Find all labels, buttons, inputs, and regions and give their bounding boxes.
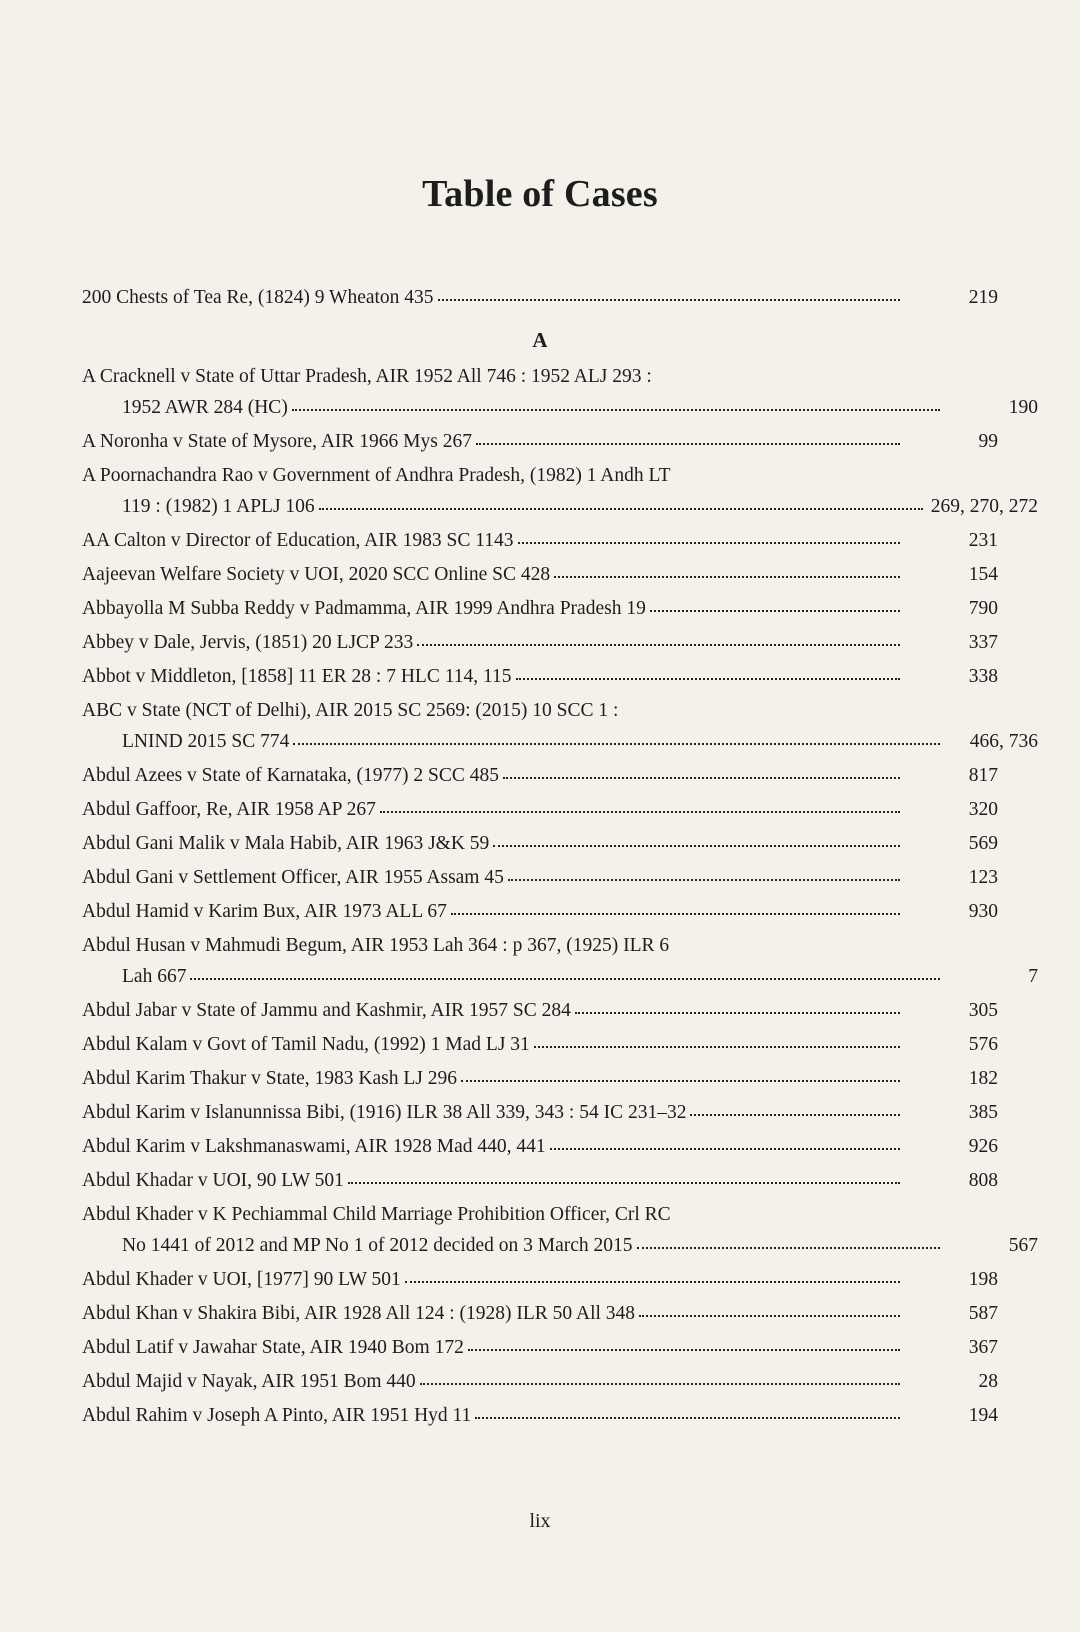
case-citation: Abdul Khadar v UOI, 90 LW 501 [82,1170,344,1191]
dot-leader [292,408,940,411]
case-citation: Abdul Khader v UOI, [1977] 90 LW 501 [82,1269,401,1290]
page-reference: 28 [978,1371,998,1392]
dot-leader [690,1113,900,1116]
page-reference: 305 [968,1000,998,1021]
case-entry [82,1332,998,1363]
page-reference: 320 [968,799,998,820]
page-reference: 99 [978,431,998,452]
case-entry [82,1298,998,1329]
case-citation-continued: LNIND 2015 SC 774 [122,731,290,752]
page-reference: 808 [968,1170,998,1191]
dot-leader [451,912,900,915]
dot-leader [637,1246,940,1249]
case-citation-continued: 1952 AWR 284 (HC) [122,397,288,418]
page-reference: 576 [968,1034,998,1055]
dot-leader [508,878,900,881]
page-reference: 198 [968,1269,998,1290]
case-entry [82,1029,998,1060]
page-reference: 337 [968,632,998,653]
case-entry [82,1131,998,1162]
case-entry [82,760,998,791]
dot-leader [468,1348,900,1351]
page-title: Table of Cases [422,173,658,215]
case-citation: Abdul Khader v K Pechiammal Child Marriage Prohibition Officer, Crl RC [82,1204,671,1225]
page-reference: 194 [968,1405,998,1426]
page-reference: 930 [968,901,998,922]
case-entry [82,862,998,893]
page-number: lix [529,1510,551,1532]
case-entry [82,559,998,590]
dot-leader [420,1382,900,1385]
case-entry [82,460,1038,522]
case-citation: Aajeevan Welfare Society v UOI, 2020 SCC Online SC 428 [82,564,551,585]
case-entry [82,794,998,825]
case-entry [82,1199,1038,1261]
page-reference: 817 [968,765,998,786]
page-reference: 790 [968,598,998,619]
dot-leader [650,609,900,612]
page-reference: 154 [968,564,998,585]
case-citation: Abdul Gani Malik v Mala Habib, AIR 1963 J&K 59 [82,833,490,854]
case-entry [82,426,998,457]
dot-leader [493,844,900,847]
case-citation: Abdul Latif v Jawahar State, AIR 1940 Bom 172 [82,1337,464,1358]
dot-leader [380,810,900,813]
case-entry [82,1165,998,1196]
dot-leader [554,575,900,578]
dot-leader [476,442,900,445]
case-entry [82,1400,998,1431]
case-citation: A Poornachandra Rao v Government of Andhra Pradesh, (1982) 1 Andh LT [82,465,671,486]
page-reference: 338 [968,666,998,687]
page-reference: 926 [968,1136,998,1157]
dot-leader [475,1416,900,1419]
case-entry [82,1264,998,1295]
dot-leader [518,541,901,544]
case-citation: Abbot v Middleton, [1858] 11 ER 28 : 7 HLC 114, 115 [82,666,512,687]
case-citation: Abdul Kalam v Govt of Tamil Nadu, (1992) 1 Mad LJ 31 [82,1034,530,1055]
case-citation: Abdul Khan v Shakira Bibi, AIR 1928 All 124 : (1928) ILR 50 All 348 [82,1303,636,1324]
dot-leader [534,1045,900,1048]
case-entry [82,995,998,1026]
case-entry [82,282,998,313]
dot-leader [550,1147,900,1150]
case-citation: Abbayolla M Subba Reddy v Padmamma, AIR 1999 Andhra Pradesh 19 [82,598,646,619]
page-reference: 219 [968,287,998,308]
case-citation: Abdul Rahim v Joseph A Pinto, AIR 1951 Hyd 11 [82,1405,472,1426]
case-citation: Abdul Gaffoor, Re, AIR 1958 AP 267 [82,799,376,820]
dot-leader [417,643,900,646]
case-citation: Abdul Majid v Nayak, AIR 1951 Bom 440 [82,1371,416,1392]
case-citation: Abdul Gani v Settlement Officer, AIR 1955 Assam 45 [82,867,504,888]
page-reference: 7 [1028,966,1038,987]
dot-leader [575,1011,900,1014]
case-entry [82,525,998,556]
case-citation: Abdul Karim Thakur v State, 1983 Kash LJ 296 [82,1068,457,1089]
case-entry [82,930,1038,992]
case-entry [82,828,998,859]
page-reference: 182 [968,1068,998,1089]
page-reference: 587 [968,1303,998,1324]
case-entry [82,695,1038,757]
page-reference: 466, 736 [969,731,1038,752]
dot-leader [461,1079,900,1082]
case-entry [82,593,998,624]
case-entry [82,1063,998,1094]
case-citation: Abdul Karim v Lakshmanaswami, AIR 1928 Mad 440, 441 [82,1136,546,1157]
page-reference: 569 [968,833,998,854]
case-entry [82,361,1038,423]
dot-leader [503,776,900,779]
page-reference: 269, 270, 272 [930,496,1038,517]
case-citation: AA Calton v Director of Education, AIR 1983 SC 1143 [82,530,514,551]
dot-leader [348,1181,900,1184]
dot-leader [405,1280,900,1283]
page-reference: 385 [968,1102,998,1123]
case-citation: A Cracknell v State of Uttar Pradesh, AIR 1952 All 746 : 1952 ALJ 293 : [82,366,652,387]
entry-list [82,361,1038,1431]
page-reference: 567 [1008,1235,1038,1256]
page-reference: 123 [968,867,998,888]
dot-leader [319,507,923,510]
case-citation: Abbey v Dale, Jervis, (1851) 20 LJCP 233 [82,632,414,653]
case-citation: ABC v State (NCT of Delhi), AIR 2015 SC 2569: (2015) 10 SCC 1 : [82,700,619,721]
case-citation: 200 Chests of Tea Re, (1824) 9 Wheaton 435 [82,287,434,308]
dot-leader [438,298,900,301]
case-citation: Abdul Hamid v Karim Bux, AIR 1973 ALL 67 [82,901,447,922]
case-entry [82,661,998,692]
case-citation-continued: Lah 667 [122,966,187,987]
case-citation-continued: No 1441 of 2012 and MP No 1 of 2012 decided on 3 March 2015 [122,1235,633,1256]
case-citation: Abdul Azees v State of Karnataka, (1977) 2 SCC 485 [82,765,500,786]
case-citation: Abdul Husan v Mahmudi Begum, AIR 1953 Lah 364 : p 367, (1925) ILR 6 [82,935,670,956]
page-reference: 367 [968,1337,998,1358]
dot-leader [639,1314,900,1317]
case-citation-continued: 119 : (1982) 1 APLJ 106 [122,496,315,517]
case-entry [82,627,998,658]
dot-leader [293,742,940,745]
case-entry [82,1097,998,1128]
dot-leader [516,677,900,680]
page-reference: 231 [968,530,998,551]
page-reference: 190 [1008,397,1038,418]
case-entry [82,1366,998,1397]
case-citation: Abdul Jabar v State of Jammu and Kashmir, AIR 1957 SC 284 [82,1000,571,1021]
case-citation: Abdul Karim v Islanunnissa Bibi, (1916) ILR 38 All 339, 343 : 54 IC 231–32 [82,1102,687,1123]
case-index [82,282,1038,1434]
case-citation: A Noronha v State of Mysore, AIR 1966 Mys 267 [82,431,472,452]
case-entry [82,896,998,927]
dot-leader [190,977,940,980]
section-letter: A [532,328,548,352]
